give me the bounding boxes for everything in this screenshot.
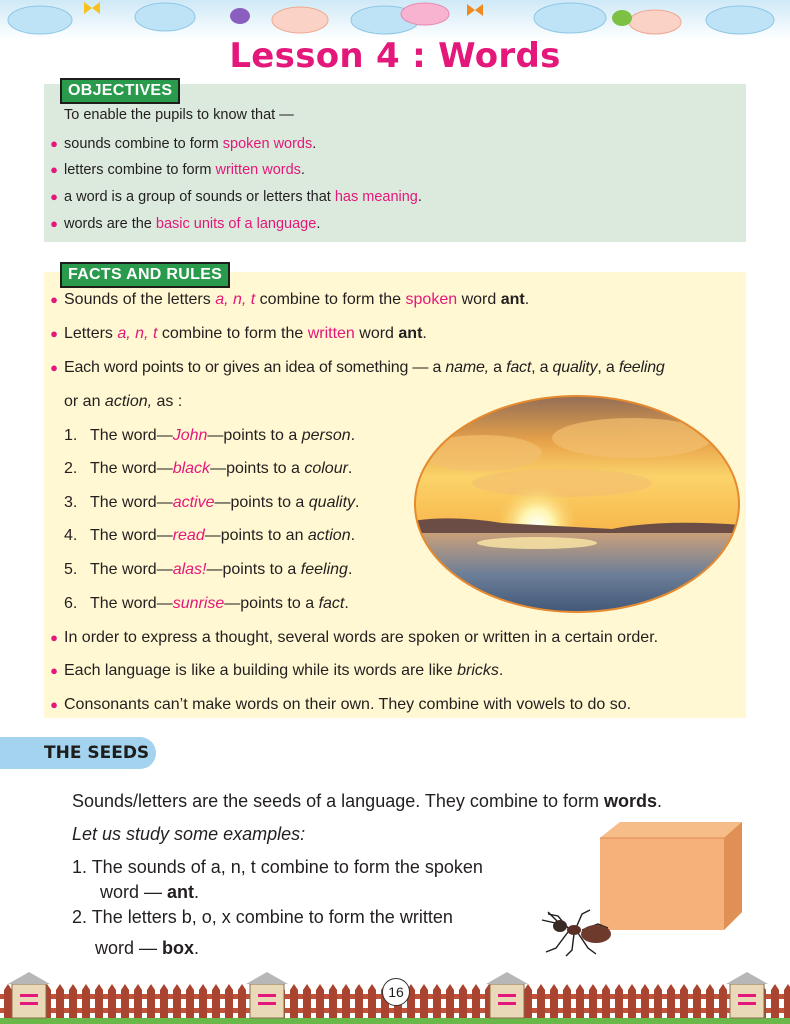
seeds-example-2-cont: word — box.: [95, 938, 200, 958]
bullet-icon: ●: [50, 189, 58, 204]
fact-item: ● Letters a, n, t combine to form the written word ant.: [44, 325, 427, 343]
page-number: 16: [382, 978, 410, 1006]
objectives-intro: To enable the pupils to know that —: [64, 107, 294, 123]
fact-item: ● Sounds of the letters a, n, t combine to form the spoken word ant.: [44, 291, 529, 309]
example-item: 6. The word—sunrise—points to a fact.: [64, 595, 349, 612]
seeds-title: THE SEEDS: [44, 743, 150, 763]
bullet-icon: ●: [50, 292, 58, 307]
example-item: 1. The word—John—points to a person.: [64, 427, 356, 444]
bullet-icon: ●: [50, 136, 58, 151]
seeds-example-2: 2. The letters b, o, x combine to form the written: [72, 907, 453, 927]
bullet-icon: ●: [50, 630, 58, 645]
seeds-example-1-cont: word — ant.: [100, 882, 200, 902]
example-item: 4. The word—read—points to an action.: [64, 527, 356, 544]
seeds-example-1: 1. The sounds of a, n, t combine to form the spoken: [72, 857, 483, 877]
sunset-illustration: [412, 393, 742, 615]
objectives-tag: OBJECTIVES: [60, 78, 180, 104]
bullet-icon: ●: [50, 162, 58, 177]
ant-illustration: [538, 906, 624, 958]
fact-item: ● Each word points to or gives an idea of something — a name, a fact, a quality, a feeling: [44, 359, 665, 377]
bullet-icon: ●: [50, 697, 58, 712]
objective-item: ● letters combine to form written words.: [44, 162, 305, 178]
example-item: 3. The word—active—points to a quality.: [64, 494, 360, 511]
objective-item: ● a word is a group of sounds or letters that has meaning.: [44, 189, 422, 205]
fact-item: ● In order to express a thought, several words are spoken or written in a certain order.: [44, 629, 658, 647]
bullet-icon: ●: [50, 216, 58, 231]
objective-item: ● sounds combine to form spoken words.: [44, 136, 316, 152]
objective-item: ● words are the basic units of a language.: [44, 216, 320, 232]
fact-item: ● Consonants can’t make words on their own. They combine with vowels to do so.: [44, 696, 631, 714]
bullet-icon: ●: [50, 326, 58, 341]
seeds-subtitle: Let us study some examples:: [72, 824, 306, 844]
fact-item: ● Each language is like a building while its words are like bricks.: [44, 662, 503, 680]
sky-clouds-decoration: [0, 0, 790, 40]
example-item: 2. The word—black—points to a colour.: [64, 460, 353, 477]
fact-item-continuation: or an action, as :: [64, 393, 183, 410]
seeds-intro: Sounds/letters are the seeds of a language. They combine to form words.: [72, 791, 663, 811]
bullet-icon: ●: [50, 663, 58, 678]
example-item: 5. The word—alas!—points to a feeling.: [64, 561, 353, 578]
lesson-title: Lesson 4 : Words: [229, 36, 561, 76]
bullet-icon: ●: [50, 360, 58, 375]
facts-rules-tag: FACTS AND RULES: [60, 262, 230, 288]
